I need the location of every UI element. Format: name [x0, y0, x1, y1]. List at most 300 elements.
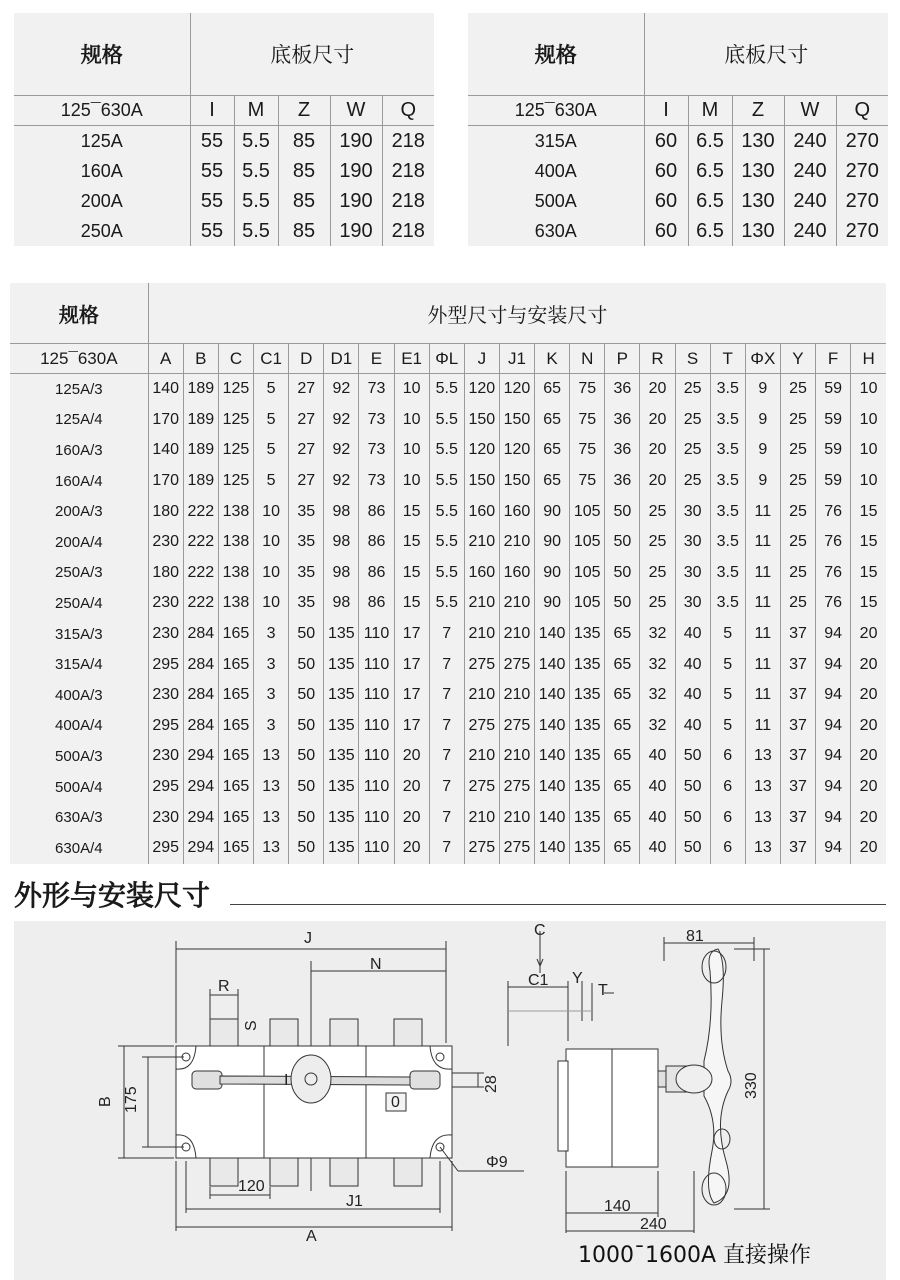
table-cell: 76 [816, 558, 851, 589]
table-cell: 3.5 [710, 527, 745, 558]
table-cell: 94 [816, 680, 851, 711]
table-cell: 10 [394, 435, 429, 466]
table-cell: 222 [183, 588, 218, 619]
table-cell: 25 [675, 466, 710, 497]
table-cell: 5 [254, 374, 289, 405]
table-cell: 15 [394, 558, 429, 589]
table-cell: 20 [394, 802, 429, 833]
table-cell: 13 [745, 833, 780, 864]
table-cell: 15 [394, 496, 429, 527]
table-cell: 140 [535, 772, 570, 803]
table-cell: 50 [605, 496, 640, 527]
table-cell: 90 [535, 558, 570, 589]
table-cell: 270 [845, 189, 879, 212]
table-cell: 50 [289, 680, 324, 711]
table-cell: 94 [816, 833, 851, 864]
row-spec: 500A [468, 186, 644, 216]
table-cell: 210 [499, 741, 534, 772]
table-cell: 92 [324, 435, 359, 466]
column-header: C [218, 344, 253, 374]
table-cell: 20 [640, 435, 675, 466]
base-plate-table-left [14, 13, 434, 246]
table-row [14, 216, 434, 246]
dim-28: 28 [483, 1075, 500, 1093]
table-cell: 35 [289, 496, 324, 527]
table-cell: 30 [675, 588, 710, 619]
table-cell: 85 [278, 156, 330, 186]
table-cell: 210 [499, 680, 534, 711]
table-cell: 5.5 [429, 435, 464, 466]
base-plate-header: 底板尺寸 [190, 13, 434, 96]
column-header: R [640, 344, 675, 374]
table-cell: 60 [644, 216, 688, 246]
table-cell: 190 [330, 216, 382, 246]
table-cell: 110 [359, 619, 394, 650]
column-header: W [330, 96, 382, 126]
column-header: W [784, 96, 836, 126]
table-cell: 275 [499, 711, 534, 742]
section-title: 外形与安装尺寸 [14, 879, 211, 912]
dim-c1: C1 [528, 972, 549, 989]
table-cell: 140 [535, 741, 570, 772]
table-cell: 120 [464, 435, 499, 466]
table-cell: 295 [148, 711, 183, 742]
table-cell: 60 [644, 156, 688, 186]
table-cell: 135 [324, 680, 359, 711]
table-cell: 135 [570, 833, 605, 864]
column-header: T [710, 344, 745, 374]
table-cell: 85 [278, 126, 330, 157]
table-cell: 9 [745, 374, 780, 405]
table-cell: 60 [644, 126, 688, 157]
table-cell: 37 [780, 649, 815, 680]
table-cell: 160 [464, 558, 499, 589]
table-cell: 120 [499, 435, 534, 466]
table-cell: 98 [324, 558, 359, 589]
table-cell: 50 [289, 772, 324, 803]
table-cell: 3.5 [710, 374, 745, 405]
table-cell: 94 [816, 772, 851, 803]
table-cell: 50 [289, 802, 324, 833]
table-cell: 150 [464, 405, 499, 436]
table-cell: 284 [183, 619, 218, 650]
table-cell: 32 [640, 711, 675, 742]
table-cell: 222 [183, 558, 218, 589]
table-cell: 222 [183, 496, 218, 527]
table-cell: 150 [499, 466, 534, 497]
table-cell: 32 [640, 680, 675, 711]
table-cell: 60 [644, 186, 688, 216]
table-cell: 65 [605, 711, 640, 742]
table-cell: 110 [359, 711, 394, 742]
table-cell: 6 [710, 741, 745, 772]
table-cell: 59 [816, 466, 851, 497]
range-label: 125¯630A [14, 96, 190, 126]
column-header: A [148, 344, 183, 374]
table-cell: 120 [464, 374, 499, 405]
table-cell: 170 [148, 405, 183, 436]
table-cell: 189 [183, 466, 218, 497]
table-cell: 73 [359, 374, 394, 405]
dimensions-table [10, 283, 886, 864]
column-header: Q [836, 96, 888, 126]
column-header: ΦL [429, 344, 464, 374]
dim-s: S [243, 1020, 260, 1031]
table-cell: 140 [535, 680, 570, 711]
table-cell: 294 [183, 772, 218, 803]
table-cell: 65 [605, 833, 640, 864]
table-cell: 218 [391, 189, 425, 212]
table-cell: 30 [675, 527, 710, 558]
table-cell: 218 [391, 219, 425, 242]
table-cell: 59 [816, 405, 851, 436]
table-cell: 20 [640, 374, 675, 405]
table-cell: 27 [289, 405, 324, 436]
table-cell: 30 [675, 496, 710, 527]
table-cell: 160 [464, 496, 499, 527]
column-header: H [851, 344, 886, 374]
table-cell: 130 [732, 126, 784, 157]
dim-r: R [218, 978, 230, 995]
dimensions-header: 外型尺寸与安装尺寸 [427, 302, 608, 327]
table-cell: 20 [394, 833, 429, 864]
table-cell: 20 [640, 466, 675, 497]
table-cell: 218 [391, 159, 425, 182]
table-cell: 15 [394, 588, 429, 619]
table-cell: 210 [464, 588, 499, 619]
table-cell: 13 [745, 802, 780, 833]
table-cell: 25 [675, 435, 710, 466]
column-header: Y [780, 344, 815, 374]
table-row [10, 588, 886, 619]
table-row [468, 156, 888, 186]
range-label: 125¯630A [10, 344, 148, 374]
table-cell: 165 [218, 833, 253, 864]
table-cell: 27 [289, 466, 324, 497]
caption: 1000¯1600A 直接操作 [578, 1243, 812, 1268]
table-cell: 210 [464, 619, 499, 650]
table-cell: 6.5 [688, 126, 732, 157]
table-cell: 5.5 [234, 156, 278, 186]
table-cell: 20 [640, 405, 675, 436]
table-cell: 295 [148, 772, 183, 803]
table-cell: 25 [640, 558, 675, 589]
table-cell: 210 [464, 741, 499, 772]
table-cell: 94 [816, 649, 851, 680]
table-cell: 65 [605, 680, 640, 711]
table-cell: 25 [780, 374, 815, 405]
table-cell: 10 [859, 380, 878, 398]
table-cell: 25 [675, 405, 710, 436]
column-header: E1 [394, 344, 429, 374]
dim-t: T [598, 982, 608, 999]
table-row [10, 435, 886, 466]
table-cell: 5 [710, 649, 745, 680]
row-spec: 315A [468, 126, 644, 157]
table-cell: 270 [845, 159, 879, 182]
table-cell: 210 [464, 527, 499, 558]
column-header: D1 [324, 344, 359, 374]
table-row [10, 741, 886, 772]
table-cell: 37 [780, 802, 815, 833]
table-row [468, 126, 888, 157]
row-spec: 630A/4 [10, 833, 148, 864]
table-cell: 294 [183, 802, 218, 833]
table-cell: 294 [183, 833, 218, 864]
table-cell: 15 [859, 563, 878, 581]
dim-y: Y [572, 970, 583, 987]
table-cell: 110 [359, 741, 394, 772]
table-cell: 25 [780, 588, 815, 619]
table-cell: 17 [394, 619, 429, 650]
table-cell: 3.5 [710, 466, 745, 497]
table-cell: 7 [429, 772, 464, 803]
installation-drawing [14, 921, 886, 1280]
column-header: Z [732, 96, 784, 126]
table-row [14, 186, 434, 216]
table-cell: 7 [429, 619, 464, 650]
dim-b: B [97, 1096, 114, 1107]
table-cell: 5 [254, 435, 289, 466]
table-cell: 76 [816, 527, 851, 558]
table-cell: 189 [183, 374, 218, 405]
table-cell: 240 [784, 186, 836, 216]
table-row [10, 558, 886, 589]
table-cell: 5.5 [429, 558, 464, 589]
table-cell: 6 [710, 802, 745, 833]
table-cell: 138 [218, 588, 253, 619]
table-cell: 165 [218, 802, 253, 833]
table-cell: 3.5 [710, 435, 745, 466]
table-row [10, 680, 886, 711]
table-cell: 11 [745, 680, 780, 711]
table-cell: 92 [324, 405, 359, 436]
table-row [10, 466, 886, 497]
table-cell: 94 [816, 711, 851, 742]
column-header: D [289, 344, 324, 374]
table-cell: 3.5 [710, 496, 745, 527]
table-cell: 50 [605, 558, 640, 589]
table-cell: 25 [780, 527, 815, 558]
table-cell: 65 [535, 466, 570, 497]
table-cell: 11 [745, 649, 780, 680]
table-cell: 5 [254, 405, 289, 436]
column-header: ΦX [745, 344, 780, 374]
table-cell: 170 [148, 466, 183, 497]
table-cell: 5 [254, 466, 289, 497]
table-cell: 3 [254, 649, 289, 680]
row-spec: 400A/3 [10, 680, 148, 711]
table-cell: 138 [218, 496, 253, 527]
table-cell: 25 [640, 527, 675, 558]
table-cell: 135 [324, 649, 359, 680]
table-cell: 65 [605, 619, 640, 650]
table-cell: 7 [429, 802, 464, 833]
table-cell: 230 [148, 741, 183, 772]
table-cell: 92 [324, 374, 359, 405]
table-cell: 140 [535, 802, 570, 833]
table-cell: 35 [289, 588, 324, 619]
table-cell: 90 [535, 588, 570, 619]
table-cell: 3.5 [710, 558, 745, 589]
table-cell: 65 [535, 374, 570, 405]
table-cell: 15 [394, 527, 429, 558]
table-cell: 110 [359, 680, 394, 711]
table-cell: 120 [499, 374, 534, 405]
table-cell: 105 [570, 496, 605, 527]
row-spec: 400A/4 [10, 711, 148, 742]
table-row [10, 496, 886, 527]
table-cell: 180 [148, 496, 183, 527]
table-cell: 30 [675, 558, 710, 589]
table-cell: 210 [464, 802, 499, 833]
table-cell: 275 [464, 772, 499, 803]
row-spec: 200A [14, 186, 190, 216]
table-row [468, 216, 888, 246]
table-cell: 5 [710, 680, 745, 711]
table-cell: 59 [816, 374, 851, 405]
table-cell: 86 [359, 588, 394, 619]
column-header: I [190, 96, 234, 126]
table-cell: 135 [570, 741, 605, 772]
column-header: N [570, 344, 605, 374]
table-cell: 210 [499, 619, 534, 650]
dim-140: 140 [604, 1198, 631, 1215]
table-cell: 284 [183, 680, 218, 711]
table-cell: 13 [254, 741, 289, 772]
table-cell: 37 [780, 833, 815, 864]
table-cell: 140 [148, 435, 183, 466]
table-cell: 13 [745, 772, 780, 803]
row-spec: 315A/4 [10, 649, 148, 680]
table-cell: 37 [780, 772, 815, 803]
table-cell: 135 [324, 741, 359, 772]
table-row [10, 833, 886, 864]
table-cell: 86 [359, 527, 394, 558]
dim-330: 330 [743, 1072, 760, 1099]
table-cell: 17 [394, 649, 429, 680]
table-cell: 138 [218, 527, 253, 558]
dim-81: 81 [686, 928, 704, 945]
table-row [468, 186, 888, 216]
drawing-svg [14, 921, 886, 1280]
table-cell: 73 [359, 405, 394, 436]
table-cell: 5.5 [429, 588, 464, 619]
column-header: I [644, 96, 688, 126]
column-header: M [688, 96, 732, 126]
base-plate-header: 底板尺寸 [644, 13, 888, 96]
table-cell: 65 [535, 405, 570, 436]
row-spec: 160A/4 [10, 466, 148, 497]
table-cell: 55 [190, 216, 234, 246]
table-cell: 189 [183, 435, 218, 466]
table-cell: 270 [845, 129, 879, 152]
row-spec: 250A/4 [10, 588, 148, 619]
column-header: S [675, 344, 710, 374]
row-spec: 250A/3 [10, 558, 148, 589]
table-cell: 3 [254, 619, 289, 650]
table-cell: 32 [640, 649, 675, 680]
table-cell: 55 [190, 186, 234, 216]
table-cell: 36 [605, 374, 640, 405]
table-cell: 35 [289, 558, 324, 589]
table-cell: 5.5 [234, 216, 278, 246]
table-cell: 65 [605, 649, 640, 680]
table-cell: 75 [570, 435, 605, 466]
table-cell: 94 [816, 802, 851, 833]
table-cell: 240 [784, 156, 836, 186]
table-cell: 94 [816, 619, 851, 650]
table-cell: 135 [570, 680, 605, 711]
table-cell: 135 [570, 772, 605, 803]
table-cell: 230 [148, 588, 183, 619]
table-cell: 3.5 [710, 405, 745, 436]
table-cell: 50 [289, 741, 324, 772]
table-cell: 17 [394, 680, 429, 711]
table-cell: 110 [359, 802, 394, 833]
table-cell: 135 [570, 649, 605, 680]
table-cell: 94 [816, 741, 851, 772]
table-cell: 90 [535, 527, 570, 558]
table-cell: 135 [324, 833, 359, 864]
table-row [10, 405, 886, 436]
table-cell: 160 [499, 496, 534, 527]
table-cell: 11 [745, 496, 780, 527]
table-cell: 10 [859, 441, 878, 459]
table-cell: 135 [570, 711, 605, 742]
row-spec: 400A [468, 156, 644, 186]
table-cell: 40 [675, 711, 710, 742]
table-cell: 11 [745, 527, 780, 558]
table-cell: 25 [640, 496, 675, 527]
table-cell: 5.5 [234, 186, 278, 216]
table-cell: 86 [359, 496, 394, 527]
table-cell: 11 [745, 711, 780, 742]
table-cell: 295 [148, 833, 183, 864]
base-plate-table-right [468, 13, 888, 246]
table-cell: 40 [640, 833, 675, 864]
table-cell: 50 [289, 649, 324, 680]
table-cell: 65 [605, 772, 640, 803]
table-cell: 10 [394, 374, 429, 405]
table-cell: 27 [289, 435, 324, 466]
table-cell: 50 [605, 588, 640, 619]
dim-240: 240 [640, 1216, 667, 1233]
table-cell: 10 [859, 410, 878, 428]
table-cell: 15 [859, 502, 878, 520]
table-cell: 85 [278, 186, 330, 216]
table-cell: 73 [359, 466, 394, 497]
table-cell: 135 [324, 619, 359, 650]
table-cell: 105 [570, 588, 605, 619]
table-cell: 240 [784, 126, 836, 157]
dim-j: J [304, 930, 312, 947]
table-cell: 230 [148, 802, 183, 833]
row-spec: 500A/4 [10, 772, 148, 803]
table-cell: 76 [816, 496, 851, 527]
table-cell: 37 [780, 741, 815, 772]
table-cell: 3.5 [710, 588, 745, 619]
table-cell: 180 [148, 558, 183, 589]
dim-175: 175 [123, 1086, 140, 1113]
column-header: E [359, 344, 394, 374]
table-cell: 270 [845, 219, 879, 242]
table-cell: 20 [859, 778, 878, 796]
table-cell: 135 [324, 711, 359, 742]
table-cell: 5.5 [429, 527, 464, 558]
column-header: B [183, 344, 218, 374]
table-row [10, 802, 886, 833]
